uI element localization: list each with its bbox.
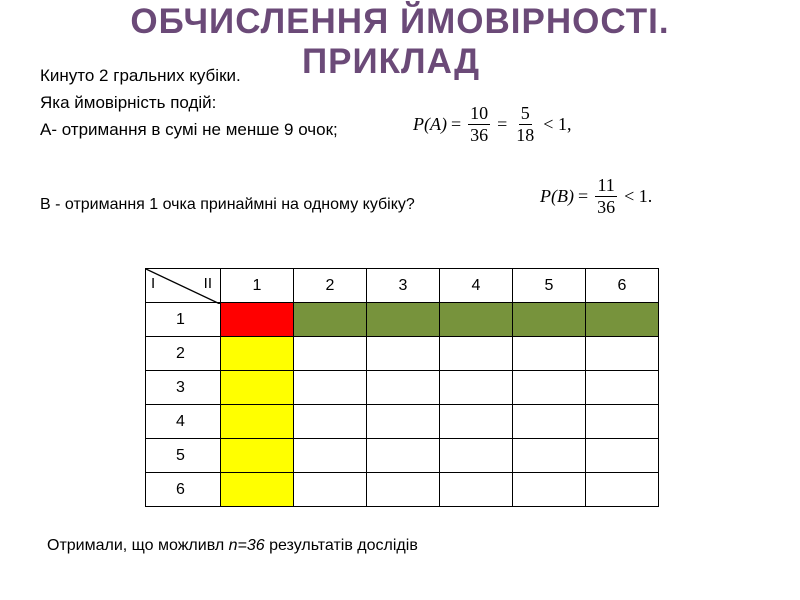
- corner-label-first-die: I: [151, 275, 156, 292]
- cell-empty: [586, 337, 659, 371]
- cell-empty: [440, 473, 513, 507]
- cell-empty: [513, 371, 586, 405]
- table-row: [146, 439, 659, 473]
- cell-empty: [513, 439, 586, 473]
- formula-b-eq: =: [577, 185, 589, 206]
- cell-empty: [440, 405, 513, 439]
- formula-a-eq2: =: [497, 113, 508, 134]
- cell-empty: [586, 439, 659, 473]
- cell-empty: [586, 405, 659, 439]
- formula-a-frac1: [468, 104, 490, 145]
- row-header: 2: [146, 337, 221, 371]
- cell-empty: [294, 439, 367, 473]
- cell-empty: [367, 337, 440, 371]
- cell-4-1-yellow: [221, 405, 294, 439]
- outcomes-table: [145, 268, 659, 507]
- slide-title-line2: ПРИКЛАД: [302, 42, 481, 81]
- formula-a-label: P(A): [413, 113, 447, 134]
- cell-1-1-red: [221, 303, 294, 337]
- cell-empty: [586, 473, 659, 507]
- table-row: [146, 371, 659, 405]
- cell-empty: [367, 473, 440, 507]
- row-header: 1: [146, 303, 221, 337]
- formula-a: [413, 104, 571, 145]
- cell-1-4-green: [440, 303, 513, 337]
- slide-title-line1: ОБЧИСЛЕННЯ ЙМОВІРНОСТІ.: [130, 2, 670, 41]
- cell-1-6-green: [586, 303, 659, 337]
- col-header: 3: [367, 269, 440, 303]
- conclusion-suffix: результатів дослідів: [264, 537, 418, 554]
- corner-label-second-die: II: [203, 275, 212, 292]
- row-header: 4: [146, 405, 221, 439]
- table-row: [146, 473, 659, 507]
- cell-6-1-yellow: [221, 473, 294, 507]
- cell-empty: [513, 337, 586, 371]
- cell-1-3-green: [367, 303, 440, 337]
- table-row: [146, 405, 659, 439]
- formula-a-frac2-den: 18: [516, 124, 535, 145]
- header-row: [146, 269, 659, 303]
- cell-empty: [367, 439, 440, 473]
- formula-a-frac2: [514, 104, 536, 145]
- cell-empty: [513, 405, 586, 439]
- corner-cell: [146, 269, 221, 303]
- intro-line-dice: Кинуто 2 гральних кубіки.: [40, 66, 241, 85]
- row-header: 3: [146, 371, 221, 405]
- conclusion-text: [47, 537, 418, 555]
- col-header: 6: [586, 269, 659, 303]
- event-b-text: В - отримання 1 очка принаймні на одному кубіку?: [40, 196, 415, 213]
- table-row: [146, 337, 659, 371]
- cell-empty: [294, 473, 367, 507]
- formula-b-label: P(B): [540, 185, 574, 206]
- row-header: 5: [146, 439, 221, 473]
- col-header: 4: [440, 269, 513, 303]
- col-header: 5: [513, 269, 586, 303]
- cell-2-1-yellow: [221, 337, 294, 371]
- formula-a-eq: =: [450, 113, 462, 134]
- col-header: 1: [221, 269, 294, 303]
- formula-b-frac: [595, 176, 617, 217]
- col-header: 2: [294, 269, 367, 303]
- intro-line-question: Яка ймовірність подій:: [40, 93, 217, 112]
- formula-b: [540, 176, 652, 217]
- formula-b-tail: < 1.: [624, 185, 653, 206]
- formula-a-frac1-num: 10: [470, 103, 489, 123]
- cell-empty: [294, 337, 367, 371]
- table-row: [146, 303, 659, 337]
- cell-5-1-yellow: [221, 439, 294, 473]
- cell-empty: [513, 473, 586, 507]
- formula-b-frac-den: 36: [597, 196, 616, 217]
- conclusion-prefix: Отримали, що можливл: [47, 537, 229, 554]
- formula-a-frac2-num: 5: [520, 103, 530, 123]
- cell-1-5-green: [513, 303, 586, 337]
- cell-empty: [586, 371, 659, 405]
- cell-empty: [367, 371, 440, 405]
- cell-empty: [294, 405, 367, 439]
- cell-empty: [440, 439, 513, 473]
- formula-a-frac1-den: 36: [470, 124, 489, 145]
- cell-1-2-green: [294, 303, 367, 337]
- cell-empty: [367, 405, 440, 439]
- cell-empty: [440, 337, 513, 371]
- formula-b-frac-num: 11: [597, 175, 615, 195]
- formula-a-tail: < 1,: [543, 113, 572, 134]
- cell-3-1-yellow: [221, 371, 294, 405]
- event-a-text: А- отримання в сумі не менше 9 очок;: [40, 120, 338, 139]
- cell-empty: [294, 371, 367, 405]
- cell-empty: [440, 371, 513, 405]
- row-header: 6: [146, 473, 221, 507]
- conclusion-n: n=36: [228, 537, 265, 554]
